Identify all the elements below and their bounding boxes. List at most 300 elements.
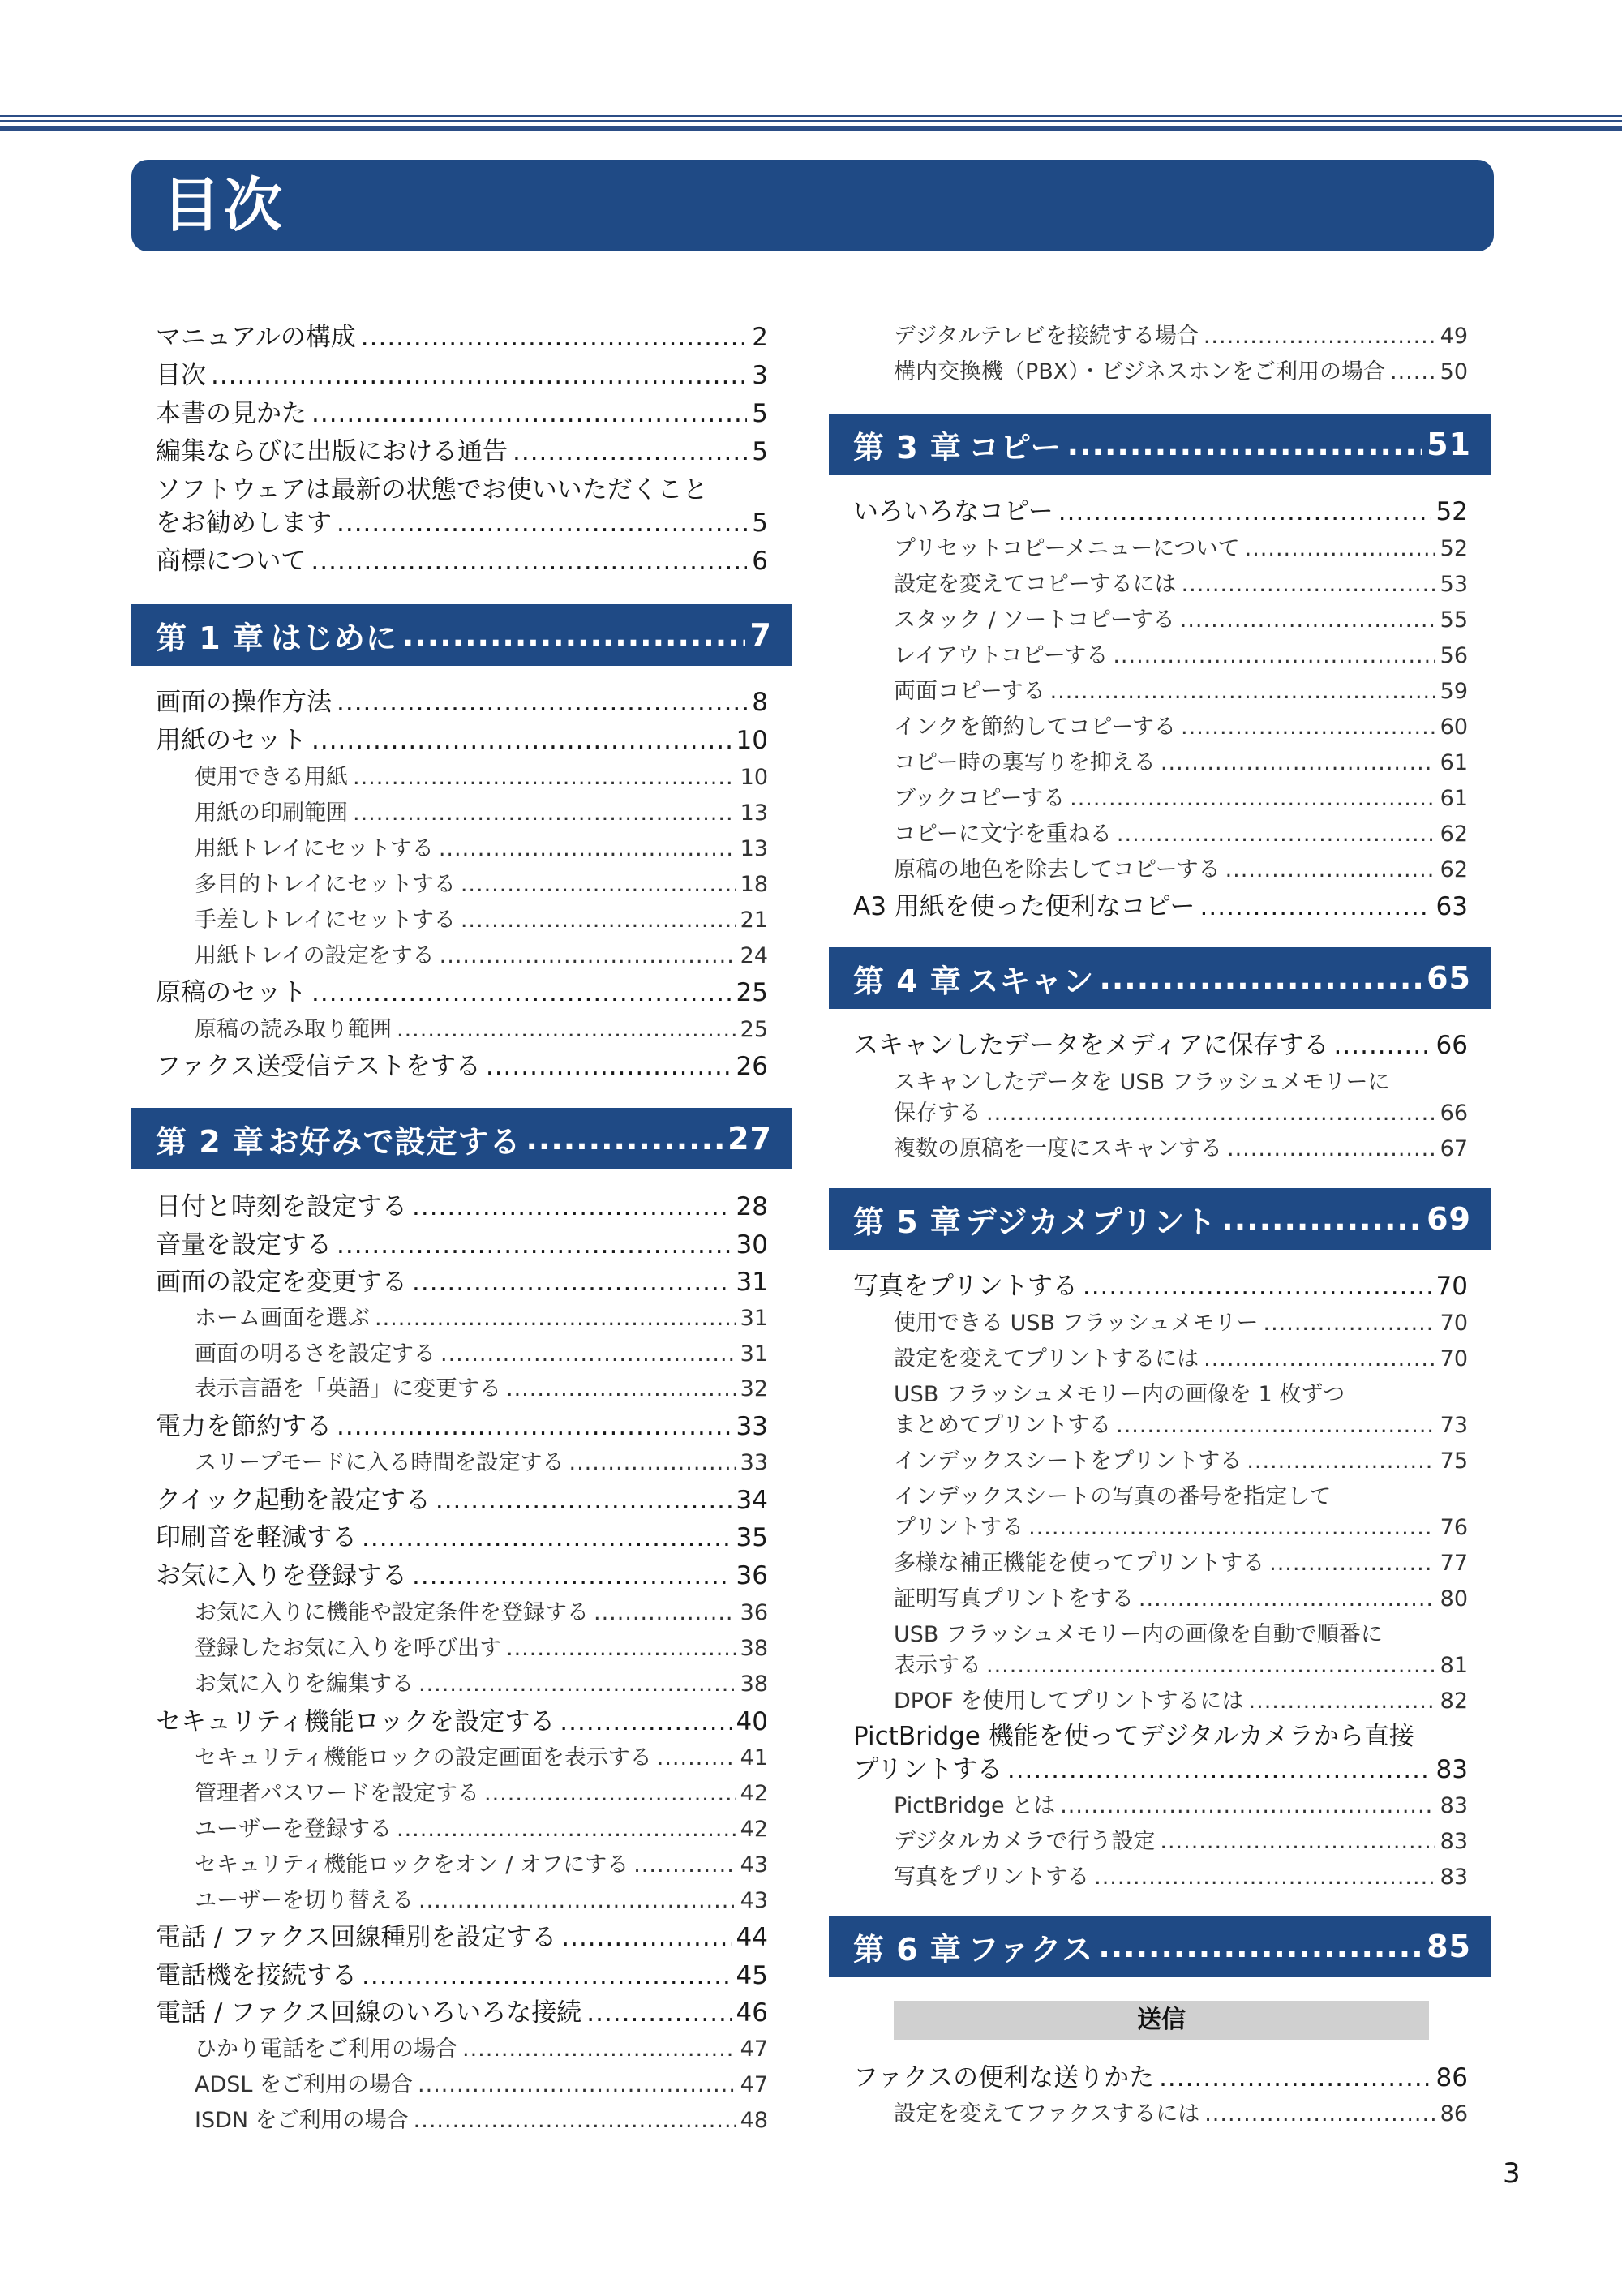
toc-page: 5 xyxy=(752,509,768,538)
chapter-title: お好みで設定する xyxy=(268,1123,521,1160)
dot-leader xyxy=(461,908,736,933)
dot-leader xyxy=(362,1961,732,1990)
toc-page: 70 xyxy=(1435,1272,1468,1301)
chapter-3-header[interactable] xyxy=(829,414,1491,475)
dot-leader xyxy=(561,1923,731,1952)
dot-leader xyxy=(337,1412,732,1441)
toc-label: 日付と時刻を設定する xyxy=(156,1192,407,1221)
toc-subentry[interactable] xyxy=(894,780,1468,812)
toc-subentry[interactable] xyxy=(195,902,768,933)
toc-label: 多様な補正機能を使ってプリントする xyxy=(894,1551,1265,1576)
toc-subentry[interactable] xyxy=(894,1095,1468,1127)
dot-leader xyxy=(1161,750,1435,775)
toc-label: 音量を設定する xyxy=(156,1230,332,1260)
toc-subentry[interactable] xyxy=(894,1407,1468,1439)
toc-subentry[interactable] xyxy=(195,866,768,898)
toc-label-line1: USB フラッシュメモリー内の画像を 1 枚ずつ xyxy=(894,1382,1345,1407)
toc-page: 70 xyxy=(1440,1311,1468,1336)
toc-subentry[interactable] xyxy=(195,1300,768,1332)
toc-subentry[interactable] xyxy=(195,2066,768,2098)
toc-page: 49 xyxy=(1440,324,1468,349)
toc-subentry[interactable] xyxy=(894,1787,1468,1819)
dot-leader xyxy=(1249,1689,1435,1714)
dot-leader xyxy=(1070,786,1435,811)
toc-subentry[interactable] xyxy=(195,938,768,969)
toc-page: 5 xyxy=(752,437,768,466)
dot-leader xyxy=(436,1486,732,1515)
toc-subentry[interactable] xyxy=(195,759,768,791)
toc-subentry[interactable] xyxy=(894,637,1468,669)
dot-leader xyxy=(1390,359,1435,384)
toc-subentry[interactable] xyxy=(195,795,768,826)
toc-label-line1: USB フラッシュメモリー内の画像を自動で順番に xyxy=(894,1622,1383,1647)
toc-entry[interactable] xyxy=(156,354,768,391)
toc-label: ブックコピーする xyxy=(894,786,1066,811)
dot-leader xyxy=(1113,643,1435,668)
toc-page: 70 xyxy=(1440,1346,1468,1371)
toc-label: ファクス送受信テストをする xyxy=(156,1052,481,1081)
dot-leader xyxy=(506,1636,736,1661)
toc-label: 両面コピーする xyxy=(894,679,1045,704)
toc-page: 42 xyxy=(740,1817,768,1842)
dot-leader xyxy=(526,1121,723,1157)
dot-leader xyxy=(1099,960,1422,996)
chapter-page: 27 xyxy=(727,1121,772,1157)
toc-page: 83 xyxy=(1435,1755,1468,1784)
toc-label: 電話 / ファクス回線種別を設定する xyxy=(156,1923,557,1952)
toc-page: 34 xyxy=(736,1486,768,1515)
dot-leader xyxy=(486,1052,732,1081)
toc-label: コピーに文字を重ねる xyxy=(894,822,1112,847)
toc-page: 38 xyxy=(740,1636,768,1661)
dot-leader xyxy=(311,978,732,1007)
chapter-number: 第 4 章 xyxy=(853,963,962,999)
toc-label: 商標について xyxy=(156,547,307,576)
toc-label: 原稿のセット xyxy=(156,978,307,1007)
toc-page: 86 xyxy=(1440,2101,1468,2126)
toc-page: 33 xyxy=(740,1450,768,1475)
dot-leader xyxy=(1334,1031,1431,1060)
toc-subentry[interactable] xyxy=(195,1740,768,1771)
toc-page: 18 xyxy=(740,872,768,897)
toc-page: 83 xyxy=(1440,1865,1468,1890)
toc-label: A3 用紙を使った便利なコピー xyxy=(853,892,1195,921)
toc-label: 写真をプリントする xyxy=(894,1865,1090,1890)
toc-page: 13 xyxy=(740,800,768,826)
toc-label: 設定を変えてファクスするには xyxy=(894,2101,1200,2126)
toc-label: プリントする xyxy=(894,1515,1024,1540)
toc-label: 画面の操作方法 xyxy=(156,688,332,717)
toc-label: インクを節約してコピーする xyxy=(894,715,1177,740)
dot-leader xyxy=(1028,1515,1435,1540)
dot-leader xyxy=(337,509,747,538)
dot-leader xyxy=(594,1600,736,1625)
chapter-title: コピー xyxy=(968,429,1062,466)
dot-leader xyxy=(1094,1865,1435,1890)
dot-leader xyxy=(1247,1448,1435,1474)
dot-leader xyxy=(633,1852,735,1878)
toc-label: お気に入りを編集する xyxy=(195,1672,414,1697)
toc-label: 設定を変えてコピーするには xyxy=(894,572,1177,597)
toc-label: ユーザーを切り替える xyxy=(195,1888,414,1913)
toc-page: 53 xyxy=(1440,572,1468,597)
toc-entry[interactable] xyxy=(156,1479,768,1516)
toc-page: 31 xyxy=(740,1306,768,1331)
toc-page: 60 xyxy=(1440,715,1468,740)
dot-leader xyxy=(440,1341,736,1367)
dot-leader xyxy=(1245,536,1435,561)
toc-entry[interactable] xyxy=(853,1265,1468,1302)
toc-page: 8 xyxy=(752,688,768,717)
toc-page: 83 xyxy=(1440,1793,1468,1818)
toc-label: 用紙のセット xyxy=(156,726,307,755)
toc-subentry[interactable] xyxy=(894,354,1468,385)
toc-page: 47 xyxy=(740,2036,768,2062)
toc-page: 10 xyxy=(736,726,768,755)
toc-label: 証明写真プリントをする xyxy=(894,1586,1134,1611)
toc-subentry[interactable] xyxy=(894,1305,1468,1337)
toc-subentry[interactable] xyxy=(195,1594,768,1626)
toc-page: 63 xyxy=(1435,892,1468,921)
section-label-sending: 送信 xyxy=(894,2001,1429,2040)
toc-label: 電話機を接続する xyxy=(156,1961,357,1990)
dot-leader xyxy=(1139,1586,1435,1611)
toc-label: セキュリティ機能ロックをオン / オフにする xyxy=(195,1852,629,1878)
toc-label: 複数の原稿を一度にスキャンする xyxy=(894,1136,1222,1161)
toc-subentry[interactable] xyxy=(195,1775,768,1807)
toc-page: 38 xyxy=(740,1672,768,1697)
toc-entry[interactable] xyxy=(156,1916,768,1953)
toc-entry[interactable] xyxy=(853,886,1468,922)
toc-page: 82 xyxy=(1440,1689,1468,1714)
toc-entry[interactable] xyxy=(853,491,1468,527)
toc-label-line1: スキャンしたデータを USB フラッシュメモリーに xyxy=(894,1070,1390,1095)
dot-leader xyxy=(402,617,745,653)
toc-label: お気に入りに機能や設定条件を登録する xyxy=(195,1600,589,1625)
toc-label: スキャンしたデータをメディアに保存する xyxy=(853,1031,1329,1060)
toc-label: 画面の設定を変更する xyxy=(156,1268,407,1297)
toc-entry[interactable] xyxy=(156,1261,768,1298)
toc-entry[interactable] xyxy=(156,972,768,1008)
dot-leader xyxy=(986,1101,1435,1126)
toc-label: ファクスの便利な送りかた xyxy=(853,2063,1155,2092)
toc-subentry[interactable] xyxy=(894,1131,1468,1162)
toc-page: 66 xyxy=(1440,1101,1468,1126)
toc-label: プリントする xyxy=(853,1755,1002,1784)
dot-leader xyxy=(1058,497,1431,526)
toc-subentry[interactable] xyxy=(894,745,1468,776)
toc-label: 印刷音を軽減する xyxy=(156,1523,357,1552)
toc-page: 33 xyxy=(736,1412,768,1441)
toc-page: 56 xyxy=(1440,643,1468,668)
chapter-number: 第 1 章 xyxy=(156,620,264,656)
toc-subentry[interactable] xyxy=(894,1341,1468,1372)
toc-entry[interactable] xyxy=(853,1024,1468,1061)
dot-leader xyxy=(353,800,736,826)
dot-leader xyxy=(657,1745,736,1770)
toc-label: 手差しトレイにセットする xyxy=(195,908,456,933)
toc-page: 62 xyxy=(1440,857,1468,882)
toc-label: 管理者パスワードを設定する xyxy=(195,1781,479,1806)
dot-leader xyxy=(375,1306,736,1331)
toc-label: 編集ならびに出版における通告 xyxy=(156,437,508,466)
toc-subentry[interactable] xyxy=(894,1859,1468,1890)
toc-subentry[interactable] xyxy=(195,1847,768,1878)
toc-label: PictBridge とは xyxy=(894,1793,1056,1818)
toc-subentry[interactable] xyxy=(195,1011,768,1043)
header-rule-thin-1 xyxy=(0,115,1622,117)
toc-subentry[interactable] xyxy=(195,1371,768,1402)
toc-page: 10 xyxy=(740,765,768,790)
toc-page: 45 xyxy=(736,1961,768,1990)
toc-entry[interactable] xyxy=(156,1517,768,1553)
toc-page: 55 xyxy=(1440,607,1468,633)
chapter-2-header[interactable] xyxy=(131,1108,792,1169)
toc-subentry[interactable] xyxy=(195,1666,768,1697)
toc-label: スリープモードに入る時間を設定する xyxy=(195,1450,564,1475)
dot-leader xyxy=(1264,1311,1435,1336)
toc-page: 61 xyxy=(1440,750,1468,775)
toc-entry[interactable] xyxy=(156,719,768,756)
toc-subentry[interactable] xyxy=(195,1630,768,1662)
toc-label-line1: PictBridge 機能を使ってデジタルカメラから直接 xyxy=(853,1722,1414,1751)
toc-label: セキュリティ機能ロックの設定画面を表示する xyxy=(195,1745,652,1770)
toc-label: 用紙の印刷範囲 xyxy=(195,800,348,826)
toc-page: 75 xyxy=(1440,1448,1468,1474)
toc-label: 使用できる USB フラッシュメモリー xyxy=(894,1311,1259,1336)
toc-page: 52 xyxy=(1435,497,1468,526)
toc-page: 31 xyxy=(736,1268,768,1297)
dot-leader xyxy=(311,726,732,755)
toc-label: 写真をプリントする xyxy=(853,1272,1078,1301)
toc-subentry[interactable] xyxy=(894,1443,1468,1474)
toc-label: 多目的トレイにセットする xyxy=(195,872,456,897)
chapter-page: 85 xyxy=(1427,1929,1471,1964)
toc-label: 電力を節約する xyxy=(156,1412,332,1441)
toc-subentry[interactable] xyxy=(894,1823,1468,1855)
toc-entry[interactable] xyxy=(156,1186,768,1222)
toc-subentry[interactable] xyxy=(894,673,1468,705)
toc-label: 構内交換機（PBX）・ビジネスホンをご利用の場合 xyxy=(894,359,1385,384)
toc-entry[interactable] xyxy=(156,681,768,718)
dot-leader xyxy=(1225,857,1435,882)
toc-subentry[interactable] xyxy=(894,566,1468,598)
toc-label: 表示言語を「英語」に変更する xyxy=(195,1376,501,1401)
toc-page: 2 xyxy=(752,323,768,352)
toc-page: 86 xyxy=(1435,2063,1468,2092)
toc-entry[interactable] xyxy=(156,1045,768,1082)
dot-leader xyxy=(569,1450,736,1475)
dot-leader xyxy=(1204,324,1435,349)
toc-label: 用紙トレイにセットする xyxy=(195,836,434,861)
dot-leader xyxy=(986,1653,1435,1678)
toc-label: マニュアルの構成 xyxy=(156,323,356,352)
chapter-6-header[interactable] xyxy=(829,1916,1491,1977)
toc-page: 36 xyxy=(736,1561,768,1590)
toc-subentry[interactable] xyxy=(894,1581,1468,1612)
toc-label: ISDN をご利用の場合 xyxy=(195,2108,409,2133)
toc-entry[interactable] xyxy=(156,1405,768,1442)
toc-page: 76 xyxy=(1440,1515,1468,1540)
dot-leader xyxy=(1067,427,1422,462)
dot-leader xyxy=(361,323,748,352)
dot-leader xyxy=(484,1781,736,1806)
toc-entry[interactable] xyxy=(853,2057,1468,2093)
toc-subentry[interactable] xyxy=(195,830,768,862)
dot-leader xyxy=(1204,2101,1435,2126)
chapter-title: スキャン xyxy=(968,963,1095,999)
dot-leader xyxy=(1221,1201,1422,1237)
chapter-number: 第 2 章 xyxy=(156,1123,264,1160)
toc-page: 41 xyxy=(740,1745,768,1770)
dot-leader xyxy=(418,1672,736,1697)
toc-page: 25 xyxy=(736,978,768,1007)
toc-subentry[interactable] xyxy=(894,2096,1468,2127)
dot-leader xyxy=(362,1523,732,1552)
chapter-page: 69 xyxy=(1427,1201,1471,1237)
toc-label: ユーザーを登録する xyxy=(195,1817,392,1842)
toc-label: インデックスシートをプリントする xyxy=(894,1448,1242,1474)
toc-page: 28 xyxy=(736,1192,768,1221)
toc-label: ADSL をご利用の場合 xyxy=(195,2072,414,2097)
toc-label: ひかり電話をご利用の場合 xyxy=(195,2036,457,2062)
toc-label: 目次 xyxy=(156,361,206,390)
toc-label: 原稿の読み取り範囲 xyxy=(195,1017,392,1042)
toc-entry[interactable] xyxy=(853,1749,1468,1785)
dot-leader xyxy=(412,1561,732,1590)
dot-leader xyxy=(1182,572,1435,597)
toc-subentry[interactable] xyxy=(195,1444,768,1476)
toc-page: 73 xyxy=(1440,1413,1468,1438)
toc-subentry[interactable] xyxy=(195,1882,768,1914)
toc-label-line1: ソフトウェアは最新の状態でお使いいただくこと xyxy=(156,475,708,504)
toc-label: スタック / ソートコピーする xyxy=(894,607,1175,633)
toc-subentry[interactable] xyxy=(195,1811,768,1843)
dot-leader xyxy=(462,2036,736,2062)
toc-page: 80 xyxy=(1440,1586,1468,1611)
dot-leader xyxy=(560,1707,731,1736)
chapter-number: 第 3 章 xyxy=(853,429,962,466)
toc-entry[interactable] xyxy=(156,1224,768,1260)
toc-label: レイアウトコピーする xyxy=(894,643,1109,668)
toc-subentry[interactable] xyxy=(894,1509,1468,1541)
toc-label: をお勧めします xyxy=(156,509,332,538)
dot-leader xyxy=(1200,892,1431,921)
chapter-4-header[interactable] xyxy=(829,947,1491,1009)
dot-leader xyxy=(1269,1551,1435,1576)
toc-label: 画面の明るさを設定する xyxy=(195,1341,436,1367)
toc-entry[interactable] xyxy=(156,1701,768,1737)
toc-label: 使用できる用紙 xyxy=(195,765,348,790)
toc-label: ホーム画面を選ぶ xyxy=(195,1306,370,1331)
toc-subentry[interactable] xyxy=(894,1683,1468,1714)
toc-page: 25 xyxy=(740,1017,768,1042)
toc-entry[interactable] xyxy=(156,540,768,577)
toc-page: 61 xyxy=(1440,786,1468,811)
toc-entry[interactable] xyxy=(156,316,768,353)
toc-entry[interactable] xyxy=(156,1992,768,2028)
page-number: 3 xyxy=(1503,2157,1521,2190)
dot-leader xyxy=(1159,2063,1431,2092)
toc-entry[interactable] xyxy=(156,431,768,467)
chapter-1-header[interactable] xyxy=(131,604,792,666)
toc-subentry[interactable] xyxy=(894,1647,1468,1679)
toc-label: 本書の見かた xyxy=(156,399,307,428)
header-rule-thin-2 xyxy=(0,120,1622,122)
chapter-page: 51 xyxy=(1427,427,1471,462)
toc-entry[interactable] xyxy=(156,1555,768,1591)
chapter-number: 第 6 章 xyxy=(853,1931,962,1968)
dot-leader xyxy=(1181,715,1435,740)
toc-subentry[interactable] xyxy=(894,530,1468,562)
toc-page: 77 xyxy=(1440,1551,1468,1576)
dot-leader xyxy=(1204,1346,1435,1371)
toc-page: 3 xyxy=(752,361,768,390)
chapter-5-header[interactable] xyxy=(829,1188,1491,1250)
toc-page: 21 xyxy=(740,908,768,933)
toc-page: 42 xyxy=(740,1781,768,1806)
toc-page: 59 xyxy=(1440,679,1468,704)
toc-label-line1: インデックスシートの写真の番号を指定して xyxy=(894,1484,1332,1509)
dot-leader xyxy=(461,872,736,897)
toc-page: 81 xyxy=(1440,1653,1468,1678)
toc-subentry[interactable] xyxy=(894,318,1468,350)
toc-label: お気に入りを登録する xyxy=(156,1561,407,1590)
toc-subentry[interactable] xyxy=(894,602,1468,633)
toc-page: 83 xyxy=(1440,1829,1468,1854)
page-title: 目次 xyxy=(131,160,1494,251)
toc-subentry[interactable] xyxy=(195,2102,768,2134)
toc-label: 電話 / ファクス回線のいろいろな接続 xyxy=(156,1998,582,2028)
toc-page: 13 xyxy=(740,836,768,861)
toc-page: 26 xyxy=(736,1052,768,1081)
toc-page: 66 xyxy=(1435,1031,1468,1060)
toc-page: 31 xyxy=(740,1341,768,1367)
toc-entry[interactable] xyxy=(156,393,768,429)
chapter-title: はじめに xyxy=(270,620,397,656)
toc-label: まとめてプリントする xyxy=(894,1413,1112,1438)
toc-label: デジタルテレビを接続する場合 xyxy=(894,324,1199,349)
toc-entry[interactable] xyxy=(156,1955,768,1991)
toc-page: 43 xyxy=(740,1888,768,1913)
toc-subentry[interactable] xyxy=(195,1336,768,1367)
toc-label: 表示する xyxy=(894,1653,981,1678)
toc-subentry[interactable] xyxy=(894,852,1468,883)
chapter-number: 第 5 章 xyxy=(853,1204,962,1240)
dot-leader xyxy=(439,836,736,861)
toc-label: プリセットコピーメニューについて xyxy=(894,536,1240,561)
toc-subentry[interactable] xyxy=(894,1545,1468,1577)
header-rule-thick xyxy=(0,126,1622,131)
dot-leader xyxy=(311,547,747,576)
toc-page: 52 xyxy=(1440,536,1468,561)
toc-label: 原稿の地色を除去してコピーする xyxy=(894,857,1221,882)
chapter-title: デジカメプリント xyxy=(965,1204,1217,1240)
toc-entry[interactable] xyxy=(156,502,768,539)
dot-leader xyxy=(1098,1929,1422,1964)
toc-subentry[interactable] xyxy=(195,2031,768,2062)
dot-leader xyxy=(418,1888,736,1913)
chapter-page: 7 xyxy=(749,617,772,653)
toc-label: DPOF を使用してプリントするには xyxy=(894,1689,1244,1714)
toc-label: デジタルカメラで行う設定 xyxy=(894,1829,1156,1854)
toc-label: 保存する xyxy=(894,1101,981,1126)
toc-label: セキュリティ機能ロックを設定する xyxy=(156,1707,556,1736)
toc-subentry[interactable] xyxy=(894,709,1468,740)
toc-page: 35 xyxy=(736,1523,768,1552)
toc-page: 6 xyxy=(752,547,768,576)
toc-subentry[interactable] xyxy=(894,816,1468,848)
